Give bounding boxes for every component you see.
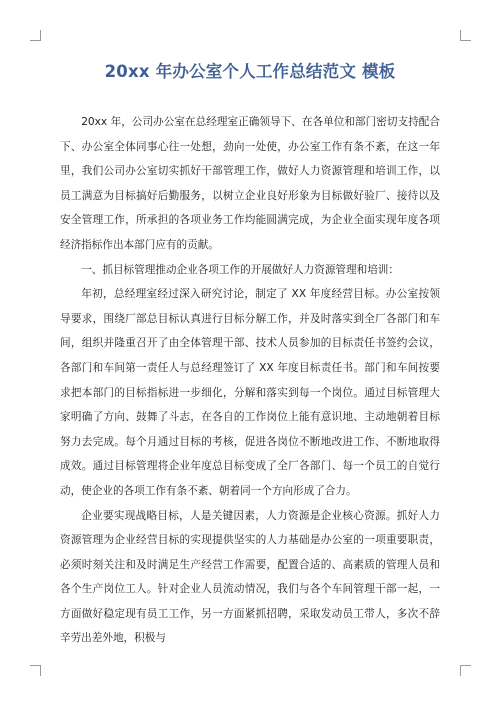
paragraph-human-resources: 企业要实现战略目标，人是关键因素，人力资源是企业核心资源。抓好人力资源管理为企业经营目标的实现提供坚实的人力基础是办公室的一项重要职责，必须时刻关注和及时满足生产经营工作需要，配置合适的、高素质的管理人员和各个生产岗位工人。针对企业人员流动情况，我们与各个车间管理干部一起，一方面做好稳定现有员工工作，另一方面紧抓招聘，采取发动员工带人，多次不辞辛劳出差外地，积极与 [60,509,440,645]
crop-mark-bottom-left [30,665,41,676]
crop-mark-top-left [30,30,41,41]
document-page [60,60,440,651]
paragraph-intro: 20xx 年，公司办公室在总经理室正确领导下、在各单位和部门密切支持配合下、办公室全体同事心往一处想，劲向一处使，办公室工作有条不紊，在这一年里，我们公司办公室切实抓好干部管理工作，做好人力资源管理和培训工作，以员工满意为目标搞好后勤服务，以树立企业良好形象为目标做好验厂、接待以及安全管理工作，所承担的各项业务工作均能圆满完成，为企业全面实现年度各项经济指标作出本部门应有的贡献。 [60,116,440,251]
document-title: 20xx 年办公室个人工作总结范文 模板 [104,62,396,81]
crop-mark-top-right [460,30,471,41]
paragraph-target-management: 年初，总经理室经过深入研究讨论，制定了 XX 年度经营目标。办公室按领导要求，围绕厂部总目标认真进行目标分解工作，并及时落实到全厂各部门和车间，组织并隆重召开了由全体管理干部、技术人员参加的目标责任书签约会议，各部门和车间第一责任人与总经理签订了 XX 年度目标责任书。部门和车间按要求把本部门的目标指标进一步细化，分解和落实到每一个岗位。通过目标管理大家明确了方向、鼓舞了斗志，在各自的工作岗位上能有意识地、主动地朝着目标努力去完成。每个月通过目标的考核，促进各岗位不断地改进工作、不断地取得成效。通过目标管理将企业年度总目标变成了全厂各部门、每一个员工的自觉行动，使企业的各项工作有条不紊、朝着同一个方向形成了合力。 [60,288,440,497]
crop-mark-bottom-right [460,665,471,676]
section-heading-1: 一、抓目标管理推动企业各项工作的开展做好人力资源管理和培训： [81,263,399,276]
